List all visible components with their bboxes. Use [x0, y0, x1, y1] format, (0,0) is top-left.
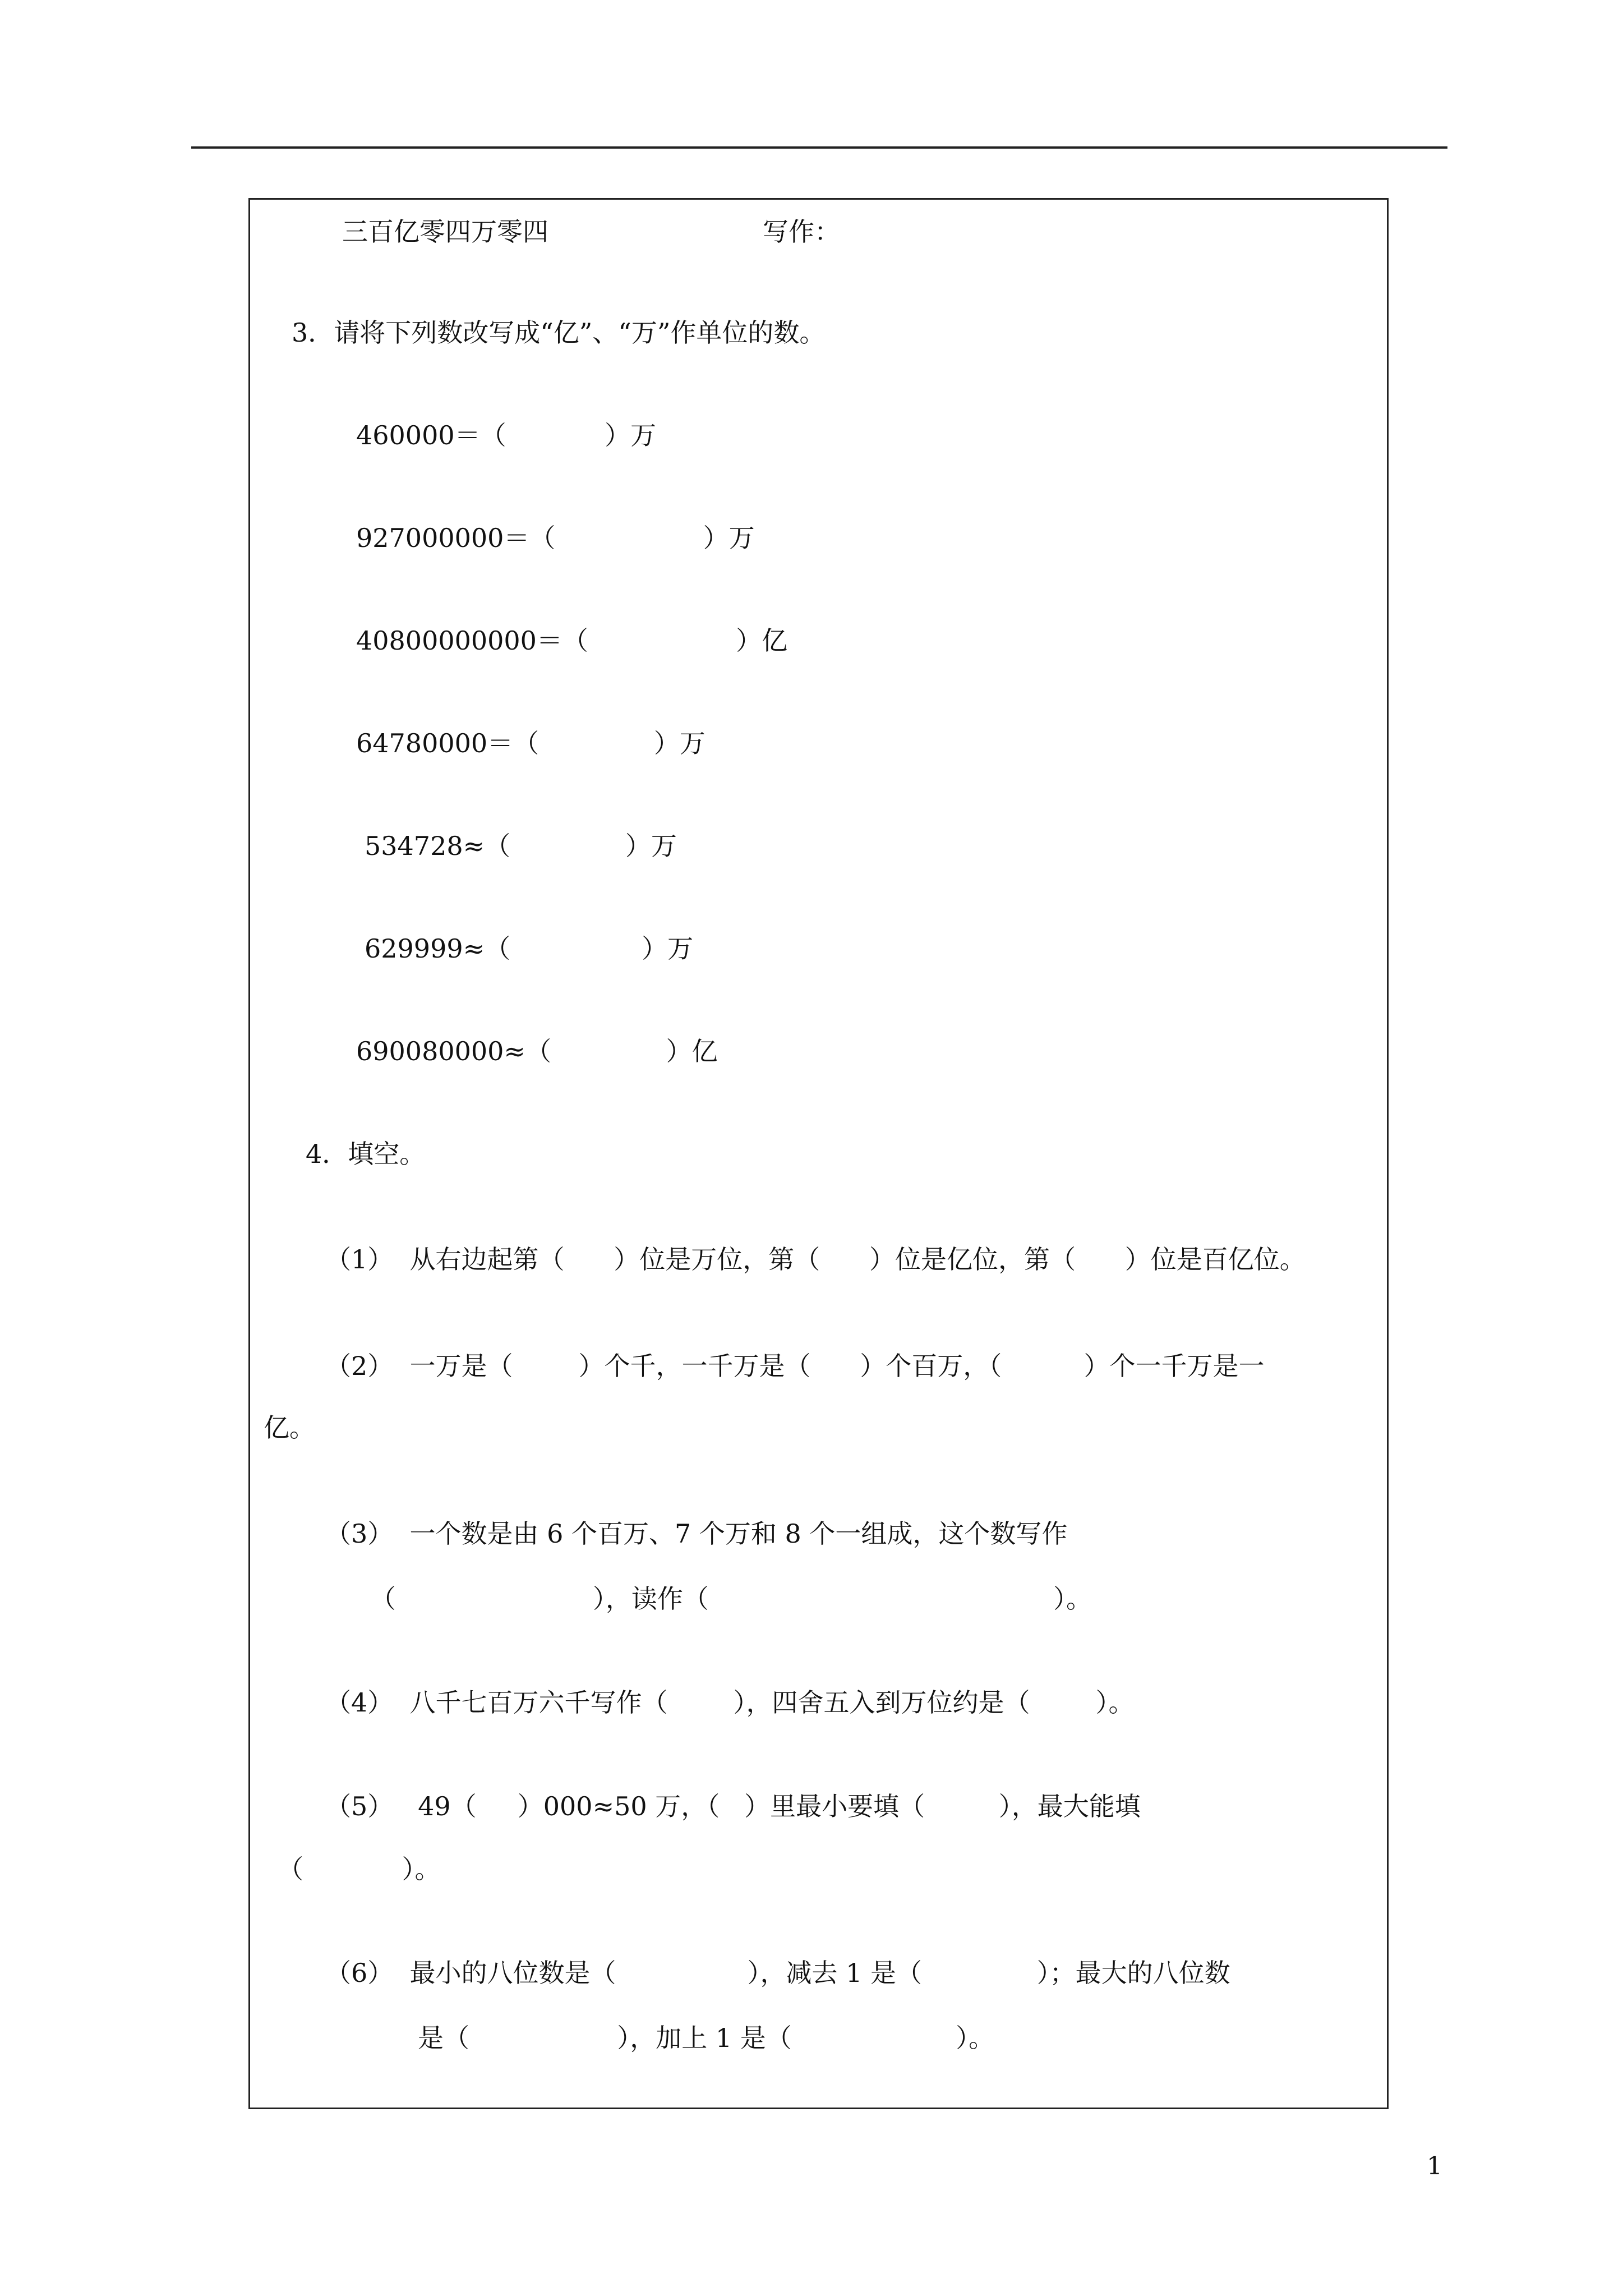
q4-part-3: （3） 一个数是由 6 个百万、7 个万和 8 个一组成，这个数写作: [325, 1519, 1068, 1549]
q4-part-1: （1） 从右边起第（ ）位是万位，第（ ）位是亿位，第（ ）位是百亿位。: [325, 1244, 1306, 1274]
q4-part-4: （4） 八千七百万六千写作（ ），四舍五入到万位约是（ ）。: [325, 1687, 1135, 1718]
q4-title: 4．填空。: [306, 1139, 426, 1169]
q4-part-2: （2） 一万是（ ）个千，一千万是（ ）个百万，（ ）个一千万是一: [325, 1351, 1265, 1381]
q4-part-2-cont: 亿。: [264, 1412, 315, 1443]
q3-item: 460000＝（ ）万: [356, 420, 657, 450]
q4-part-6: （6） 最小的八位数是（ ），减去 1 是（ ）；最大的八位数: [325, 1958, 1230, 1988]
write-line-label: 写作：: [763, 217, 840, 247]
q4-part-3-cont: （ ），读作（ ）。: [370, 1584, 1092, 1614]
q3-item: 40800000000＝（ ）亿: [356, 625, 788, 656]
q3-item: 64780000＝（ ）万: [356, 728, 706, 758]
write-line-words: 三百亿零四万零四: [342, 217, 548, 247]
q3-title: 3．请将下列数改写成“亿”、“万”作单位的数。: [292, 318, 826, 348]
q3-item: 534728≈（ ）万: [365, 831, 677, 861]
q4-part-5: （5） 49（ ）000≈50 万，（ ）里最小要填（ ），最大能填: [325, 1791, 1141, 1821]
q3-item: 690080000≈（ ）亿: [356, 1036, 718, 1066]
page-number: 1: [1427, 2152, 1442, 2180]
q3-item: 629999≈（ ）万: [365, 933, 694, 964]
q4-part-6-cont: 是（ ），加上 1 是（ ）。: [418, 2023, 995, 2053]
header-rule: [191, 146, 1447, 149]
q3-item: 927000000＝（ ）万: [356, 523, 755, 553]
q4-part-5-cont: （ ）。: [278, 1854, 441, 1884]
